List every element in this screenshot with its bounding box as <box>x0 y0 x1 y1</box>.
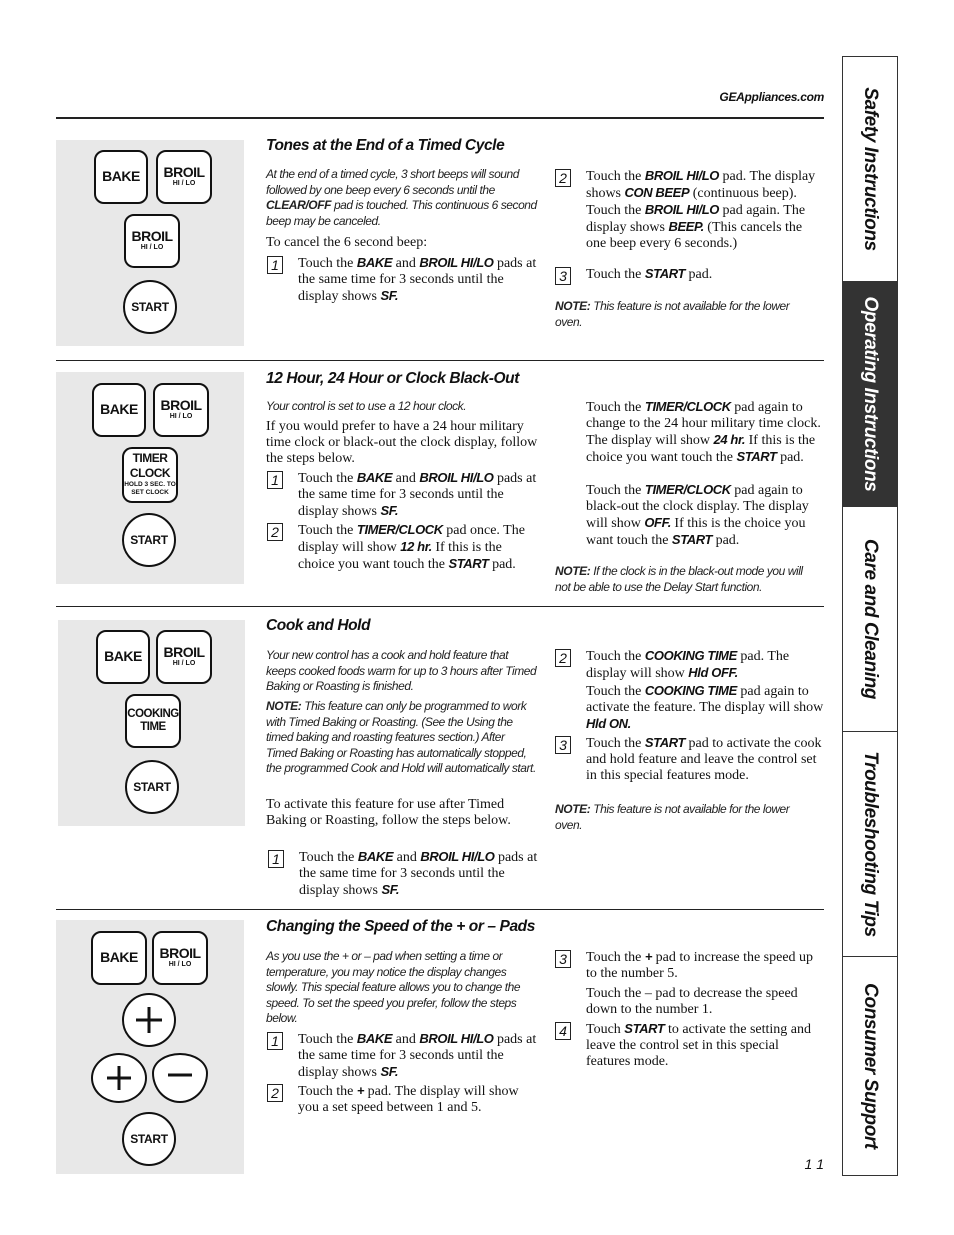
body-text: Touch the TIMER/CLOCK pad again to black-out the clock display. The display will show OFF. If this is the choice you want touch the START pad. <box>586 482 809 548</box>
section-divider <box>56 360 824 361</box>
control-panel-illustration <box>56 920 244 1174</box>
note: NOTE: This feature is not available for the lower oven. <box>555 299 790 329</box>
timer-clock-key: TIMER CLOCK HOLD 3 SEC. TO SET CLOCK <box>122 447 178 503</box>
cooking-time-key: COOKING TIME <box>125 694 181 748</box>
section-title: 12 Hour, 24 Hour or Clock Black-Out <box>266 370 520 387</box>
control-panel-illustration <box>56 140 244 346</box>
intro-text: Your control is set to use a 12 hour clock. <box>266 399 467 413</box>
control-panel-illustration <box>58 620 245 826</box>
start-key: START <box>122 513 176 567</box>
broil-key: BROIL HI / LO <box>152 931 208 985</box>
plus-key <box>122 993 176 1047</box>
bake-key: BAKE <box>91 931 147 985</box>
tab-operating-instructions[interactable]: Operating Instructions <box>843 282 897 507</box>
body-text: Touch the TIMER/CLOCK pad again to change to the 24 hour military time clock. The display will show 24 hr. If this is the choice you want touch the START pad. <box>586 399 821 465</box>
minus-icon <box>154 1055 206 1101</box>
step-number: 2 <box>267 523 283 541</box>
plus-icon <box>124 995 174 1045</box>
start-key: START <box>122 1112 176 1166</box>
step-number: 1 <box>267 256 283 274</box>
start-key: START <box>123 280 177 334</box>
section-divider <box>56 606 824 607</box>
step-text: Touch the BAKE and BROIL HI/LO pads at the same time for 3 seconds until the display shows SF. <box>299 849 538 898</box>
page-number: 1 1 <box>804 1156 824 1172</box>
step-number: 4 <box>555 1022 571 1040</box>
body-text: Touch the – pad to decrease the speed down to the number 1. <box>586 986 798 1017</box>
minus-key <box>152 1053 208 1103</box>
section-divider <box>56 909 824 910</box>
step-text: Touch the BAKE and BROIL HI/LO pads at the same time for 3 seconds until the display shows SF. <box>298 470 537 519</box>
tab-consumer-support[interactable]: Consumer Support <box>860 983 881 1149</box>
step-number: 2 <box>555 169 571 187</box>
section-title: Changing the Speed of the + or – Pads <box>266 918 535 935</box>
step-number: 2 <box>555 649 571 667</box>
step-text: Touch the COOKING TIME pad. The display will show Hld OFF. <box>586 648 790 681</box>
bake-key: BAKE <box>94 150 148 204</box>
step-text: Touch the START pad. <box>586 266 713 282</box>
plus-key <box>91 1053 147 1103</box>
body-text: Touch the COOKING TIME pad again to activate the feature. The display will show Hld ON. <box>586 683 824 731</box>
section-tabs <box>842 56 898 1176</box>
intro-text: At the end of a timed cycle, 3 short beeps will sound followed by one beep every 6 seconds until the CLEAR/OFF pad is touched. This continuous 6 second beep may be canceled. <box>266 167 537 228</box>
start-key: START <box>125 760 179 814</box>
plus-icon <box>93 1055 145 1101</box>
step-text: Touch the + pad to increase the speed up to the number 5. <box>586 949 814 981</box>
step-number: 1 <box>267 1032 283 1050</box>
step-text: Touch the BAKE and BROIL HI/LO pads at the same time for 3 seconds until the display shows SF. <box>298 255 537 304</box>
bake-key: BAKE <box>96 630 150 684</box>
step-number: 1 <box>268 850 284 868</box>
intro-text: As you use the + or – pad when setting a time or temperature, you may notice the display changes slowly. This special feature allows you to change the speed. To set the speed you prefer, follow the steps below. <box>266 949 521 1026</box>
tab-troubleshooting-tips[interactable]: Troubleshooting Tips <box>843 732 897 957</box>
note: NOTE: This feature can only be programmed to work with Timed Baking or Roasting. (See the Using the timed baking and roasting features section.) After Timed Baking or Roasting has automatically stopped, the programmed Cook and Hold will automatically start. <box>266 699 536 776</box>
note: NOTE: If the clock is in the black-out mode you will not be able to use the Delay Start function. <box>555 564 803 594</box>
step-number: 3 <box>555 736 571 754</box>
broil-key: BROIL HI / LO <box>153 383 209 437</box>
site-url: GEAppliances.com <box>719 90 824 104</box>
section-title: Tones at the End of a Timed Cycle <box>266 137 505 154</box>
broil-key: BROIL HI / LO <box>124 214 180 268</box>
step-number: 3 <box>555 950 571 968</box>
step-text: Touch the TIMER/CLOCK pad once. The display will show 12 hr. If this is the choice you want touch the START pad. <box>298 522 525 572</box>
step-text: Touch the BAKE and BROIL HI/LO pads at the same time for 3 seconds until the display shows SF. <box>298 1031 537 1080</box>
intro-text: Your new control has a cook and hold feature that keeps cooked foods warm for up to 3 hours after Timed Baking or Roasting is finished. <box>266 648 537 694</box>
step-number: 2 <box>267 1084 283 1102</box>
top-rule <box>56 117 824 119</box>
body-text: To activate this feature for use after Timed Baking or Roasting, follow the steps below. <box>266 797 511 828</box>
broil-key: BROIL HI / LO <box>156 630 212 684</box>
tab-care-and-cleaning[interactable]: Care and Cleaning <box>843 507 897 732</box>
step-text: Touch the BROIL HI/LO pad. The display shows CON BEEP (continuous beep). Touch the BROIL HI/LO pad again. The display shows BEEP. (This cancels the one beep every 6 seconds.) <box>586 168 816 251</box>
step-text: Touch the + pad. The display will show you a set speed between 1 and 5. <box>298 1083 519 1115</box>
section-title: Cook and Hold <box>266 617 371 634</box>
step-text: Touch START to activate the setting and leave the control set in this special features mode. <box>586 1021 811 1069</box>
bake-key: BAKE <box>92 383 146 437</box>
step-number: 3 <box>555 267 571 285</box>
body-text: If you would prefer to have a 24 hour military time clock or black-out the clock display, follow the steps below. <box>266 419 538 466</box>
control-panel-illustration <box>56 372 244 584</box>
broil-key: BROIL HI / LO <box>156 150 212 204</box>
step-text: Touch the START pad to activate the cook and hold feature and leave the control set in this special features mode. <box>586 735 822 783</box>
body-text: To cancel the 6 second beep: <box>266 235 428 250</box>
note: NOTE: This feature is not available for the lower oven. <box>555 802 790 832</box>
tab-safety-instructions[interactable]: Safety Instructions <box>843 57 897 282</box>
step-number: 1 <box>267 471 283 489</box>
